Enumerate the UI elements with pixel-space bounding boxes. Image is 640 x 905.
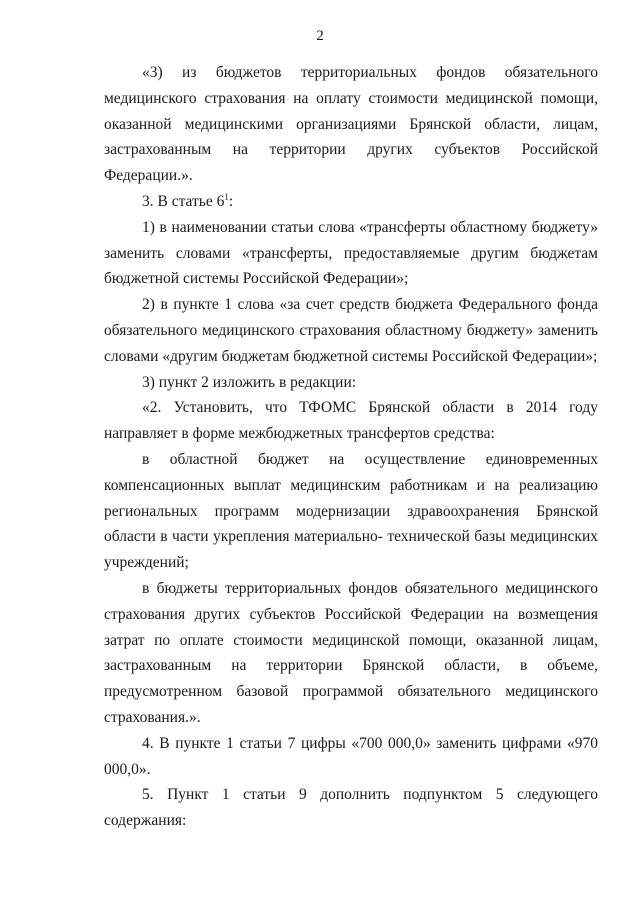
paragraph-sub-1-title: 1) в наименовании статьи слова «трансферты областному бюджету» заменить словами «трансферты, предоставляемые другим бюджетам бюджетной системы Российской Федерации»; — [104, 218, 598, 288]
paragraph-article-6-1 — [104, 189, 598, 215]
paragraph-sub-2-item-1: 2) в пункте 1 слова «за счет средств бюджета Федерального фонда обязательного медицинского страхования областному бюджету» заменить словами «другим бюджетам бюджетной системы Российской Федерации»; — [104, 296, 598, 365]
paragraph-item-2-establish: «2. Установить, что ТФОМС Брянской области в 2014 году направляет в форме межбюджетных трансфертов средства: — [104, 399, 598, 443]
paragraph-article-9-supplement: 5. Пункт 1 статьи 9 дополнить подпунктом 5 следующего содержания: — [104, 786, 598, 830]
paragraph-territorial-funds: в бюджеты территориальных фондов обязательного медицинского страхования других субъектов Российской Федерации на возмещения затрат по оплате стоимости медицинской помощи, оказанной лицам, застрахованным на территории Брянской области, в объеме, предусмотренном базовой программой обязательного медицинского страхования.». — [104, 579, 598, 726]
paragraph-sub-3-item-2: 3) пункт 2 изложить в редакции: — [142, 373, 357, 391]
document-body — [104, 60, 598, 834]
paragraph-article-6-1-colon: : — [228, 192, 234, 210]
paragraph-item-3-budgets: «3) из бюджетов территориальных фондов обязательного медицинского страхования на оплату стоимости медицинской помощи, оказанной медицинскими организациями Брянской области, лицам, застрахованным на территории других субъектов Российской Федерации.». — [104, 64, 598, 185]
superscript-index: 1 — [224, 191, 229, 202]
page-number: 2 — [316, 28, 324, 44]
paragraph-regional-budget: в областной бюджет на осуществление единовременных компенсационных выплат медицинским работникам и на реализацию региональных программ модернизации здравоохранения Брянской области в части укрепления материально- технической базы медицинских учреждений; — [104, 450, 598, 572]
paragraph-article-6-1-text: 3. В статье 6 — [142, 192, 225, 210]
paragraph-article-7-figures: 4. В пункте 1 статьи 7 цифры «700 000,0» заменить цифрами «970 000,0». — [104, 734, 598, 778]
